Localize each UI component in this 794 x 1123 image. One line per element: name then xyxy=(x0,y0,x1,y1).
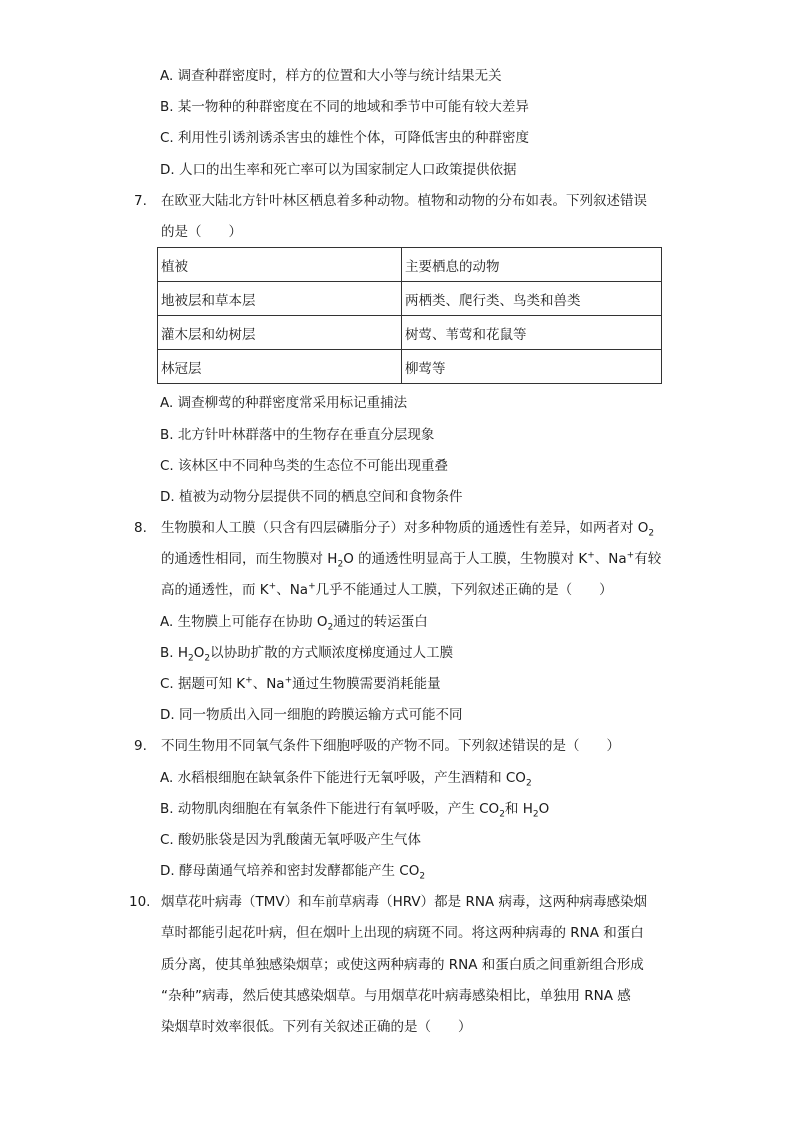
q7-stem-line1: 在欧亚大陆北方针叶林区栖息着多种动物。植物和动物的分布如表。下列叙述错误 xyxy=(161,193,647,209)
table-header-row xyxy=(158,248,662,282)
q7-table xyxy=(157,247,662,384)
q6-option-a: A. 调查种群密度时，样方的位置和大小等与统计结果无关 xyxy=(160,68,502,84)
q7-option-b: B. 北方针叶林群落中的生物存在垂直分层现象 xyxy=(160,427,435,443)
table-cell: 灌木层和幼树层 xyxy=(158,316,402,350)
q8-option-c: C. 据题可知 K+、Na+通过生物膜需要消耗能量 xyxy=(160,675,441,692)
q6-option-d: D. 人口的出生率和死亡率可以为国家制定人口政策提供依据 xyxy=(160,162,517,178)
q7-option-a: A. 调查柳莺的种群密度常采用标记重捕法 xyxy=(160,395,408,411)
q8-stem-line3: 高的通透性，而 K+、Na+几乎不能通过人工膜，下列叙述正确的是（ ） xyxy=(161,581,613,598)
q9-option-d: D. 酵母菌通气培养和密封发酵都能产生 $CO_2$ xyxy=(160,863,426,882)
q10-stem-line1: 烟草花叶病毒（TMV）和车前草病毒（HRV）都是 RNA 病毒，这两种病毒感染烟 xyxy=(161,894,647,910)
table-cell: 柳莺等 xyxy=(402,350,662,384)
q10-stem-line5: 染烟草时效率很低。下列有关叙述正确的是（ ） xyxy=(161,1019,472,1035)
table-cell: 两栖类、爬行类、鸟类和兽类 xyxy=(402,282,662,316)
table-row xyxy=(158,282,662,316)
q10-stem-line2: 草时都能引起花叶病，但在烟叶上出现的病斑不同。将这两种病毒的 RNA 和蛋白 xyxy=(161,925,644,941)
table-header-cell: 主要栖息的动物 xyxy=(402,248,662,282)
q10-stem-line3: 质分离，使其单独感染烟草；或使这两种病毒的 RNA 和蛋白质之间重新组合形成 xyxy=(161,957,644,973)
table-row xyxy=(158,316,662,350)
q7-option-d: D. 植被为动物分层提供不同的栖息空间和食物条件 xyxy=(160,489,463,505)
q8-number: 8. xyxy=(134,520,147,536)
q9-stem: 不同生物用不同氧气条件下细胞呼吸的产物不同。下列叙述错误的是（ ） xyxy=(161,738,620,754)
q9-option-a: A. 水稻根细胞在缺氧条件下能进行无氧呼吸，产生酒精和 $CO_2$ xyxy=(160,770,532,789)
q10-stem-line4: “杂种”病毒，然后使其感染烟草。与用烟草花叶病毒感染相比，单独用 RNA 感 xyxy=(161,988,631,1004)
q6-option-c: C. 利用性引诱剂诱杀害虫的雄性个体，可降低害虫的种群密度 xyxy=(160,130,530,146)
q8-stem-line1: 生物膜和人工膜（只含有四层磷脂分子）对多种物质的通透性有差异，如两者对 $O_2$ xyxy=(161,520,655,539)
q9-number: 9. xyxy=(134,738,147,754)
q10-number: 10. xyxy=(129,894,151,910)
table-header-cell: 植被 xyxy=(158,248,402,282)
q8-option-a: A. 生物膜上可能存在协助 $O_2$通过的转运蛋白 xyxy=(160,614,428,633)
table-cell: 地被层和草本层 xyxy=(158,282,402,316)
q7-number: 7. xyxy=(134,193,147,209)
table-cell: 林冠层 xyxy=(158,350,402,384)
q8-option-b: B. $H_2O_2$以协助扩散的方式顺浓度梯度通过人工膜 xyxy=(160,645,454,664)
table-row xyxy=(158,350,662,384)
q7-option-c: C. 该林区中不同种鸟类的生态位不可能出现重叠 xyxy=(160,458,449,474)
q6-option-b: B. 某一物种的种群密度在不同的地域和季节中可能有较大差异 xyxy=(160,99,529,115)
table-cell: 树莺、苇莺和花鼠等 xyxy=(402,316,662,350)
q7-stem-line2: 的是（ ） xyxy=(161,224,242,240)
q8-stem-line2: 的通透性相同，而生物膜对 $H_2O$ 的通透性明显高于人工膜，生物膜对 K+、Na+有较 xyxy=(161,550,662,570)
q8-option-d: D. 同一物质出入同一细胞的跨膜运输方式可能不同 xyxy=(160,707,463,723)
q9-option-c: C. 酸奶胀袋是因为乳酸菌无氧呼吸产生气体 xyxy=(160,832,422,848)
q9-option-b: B. 动物肌肉细胞在有氧条件下能进行有氧呼吸，产生 $CO_2$和 $H_2O$ xyxy=(160,801,550,820)
